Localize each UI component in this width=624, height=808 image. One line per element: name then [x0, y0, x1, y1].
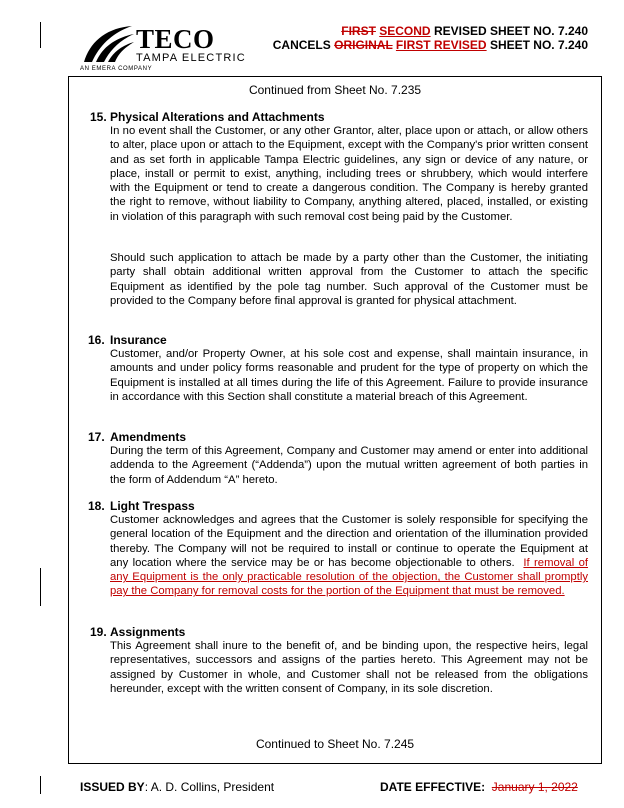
swoosh-icon — [80, 22, 136, 66]
section-19-paragraph: This Agreement shall inure to the benefit of, and be binding upon, the respective heirs, legal representatives, successors and assigns of the parties hereto. This Agreement may not be assigned by Customer in whole, and Customer shall not be released from the obligations hereunder, except with the written consent of Company, in its sole discretion. — [110, 640, 588, 695]
cancels-label: CANCELS — [272, 38, 331, 52]
section-15-paragraph-1: In no event shall the Customer, or any other Grantor, alter, place upon or attach, or allow others to alter, place upon or attach to the Equipment, except with the Company's prior written consent and as set forth in applicable Tampa Electric guidelines, any sign or device of any nature, or place, install or permit to exist, anything, including trees or shrubbery, which would interfere with the Equipment or tend to create a dangerous condition. The Company is hereby granted the right to remove, without liability to Company, anything altered, placed, installed, or existing in violation of this paragraph with such removal cost being paid by the Customer. — [110, 125, 588, 223]
logo-brand: TECO — [136, 24, 215, 54]
struck-text: ORIGINAL — [334, 38, 393, 52]
date-effective — [380, 780, 578, 794]
section-16-number: 16. — [88, 333, 105, 347]
section-18-paragraph — [110, 513, 588, 599]
section-15-title: Physical Alterations and Attachments — [110, 110, 325, 124]
section-18-number: 18. — [88, 499, 105, 513]
inserted-text: FIRST REVISED — [395, 38, 487, 52]
section-18-inserted-text: If removal of any Equipment is the only practicable resolution of the objection, the Customer shall promptly pay the Company for removal costs for the portion of the Equipment that must be removed. — [110, 556, 589, 598]
section-19-title: Assignments — [110, 625, 186, 639]
section-17-title: Amendments — [110, 430, 187, 444]
logo-subtitle: TAMPA ELECTRIC — [136, 52, 246, 64]
date-effective-struck: January 1, 2022 — [491, 780, 578, 794]
issued-by-value: : A. D. Collins, President — [144, 780, 275, 794]
section-17-number: 17. — [88, 430, 105, 444]
teco-logo — [80, 22, 260, 72]
sheet-header — [273, 24, 588, 52]
section-19-number: 19. — [90, 625, 107, 639]
change-bar-section-18 — [40, 568, 41, 606]
logo-tagline: AN EMERA COMPANY — [80, 66, 153, 72]
cancels-line — [273, 38, 588, 52]
date-effective-label: DATE EFFECTIVE: — [380, 780, 486, 794]
section-15-paragraph-2: Should such application to attach be made by a party other than the Customer, the initiating party shall obtain additional written approval from the Customer to attach the specific Equipment as identified by the pole tag number. Such approval of the Customer must be provided to the Company before final approval is granted for physical attachment. — [110, 252, 588, 307]
struck-text: FIRST — [341, 24, 376, 38]
cancelled-sheet-number: SHEET NO. 7.240 — [489, 38, 588, 52]
section-17-paragraph: During the term of this Agreement, Company and Customer may amend or enter into additional addenda to the Agreement (“Addenda”) upon the mutual written agreement of both parties in the form of Addendum “A” hereto. — [110, 445, 588, 486]
continued-from: Continued from Sheet No. 7.235 — [248, 83, 422, 97]
inserted-text: SECOND — [379, 24, 431, 38]
continued-to: Continued to Sheet No. 7.245 — [255, 737, 415, 751]
section-16-title: Insurance — [110, 333, 167, 347]
issued-by-label: ISSUED BY — [80, 780, 145, 794]
issued-by — [80, 780, 274, 794]
section-15-number: 15. — [90, 110, 107, 124]
sheet-number: REVISED SHEET NO. 7.240 — [433, 24, 588, 38]
sheet-number-line — [273, 24, 588, 38]
section-16-paragraph: Customer, and/or Property Owner, at his sole cost and expense, shall maintain insurance, in amounts and under policy forms reasonable and prudent for the type of property on which the Equipment is installed at all times during the life of this Agreement. Failure to provide insurance in accordance with this Section shall constitute a material breach of this Agreement. — [110, 348, 588, 403]
section-18-title: Light Trespass — [110, 499, 195, 513]
section-18-text: Customer acknowledges and agrees that the Customer is solely responsible for specifying the general location of the Equipment and the direction and orientation of the illumination provided thereby. The Company will not be required to install or continue to operate the Equipment at any location where the service may be or has become objectionable to others. — [110, 514, 588, 569]
change-bar-footer — [40, 776, 41, 794]
change-bar-header — [40, 22, 41, 48]
